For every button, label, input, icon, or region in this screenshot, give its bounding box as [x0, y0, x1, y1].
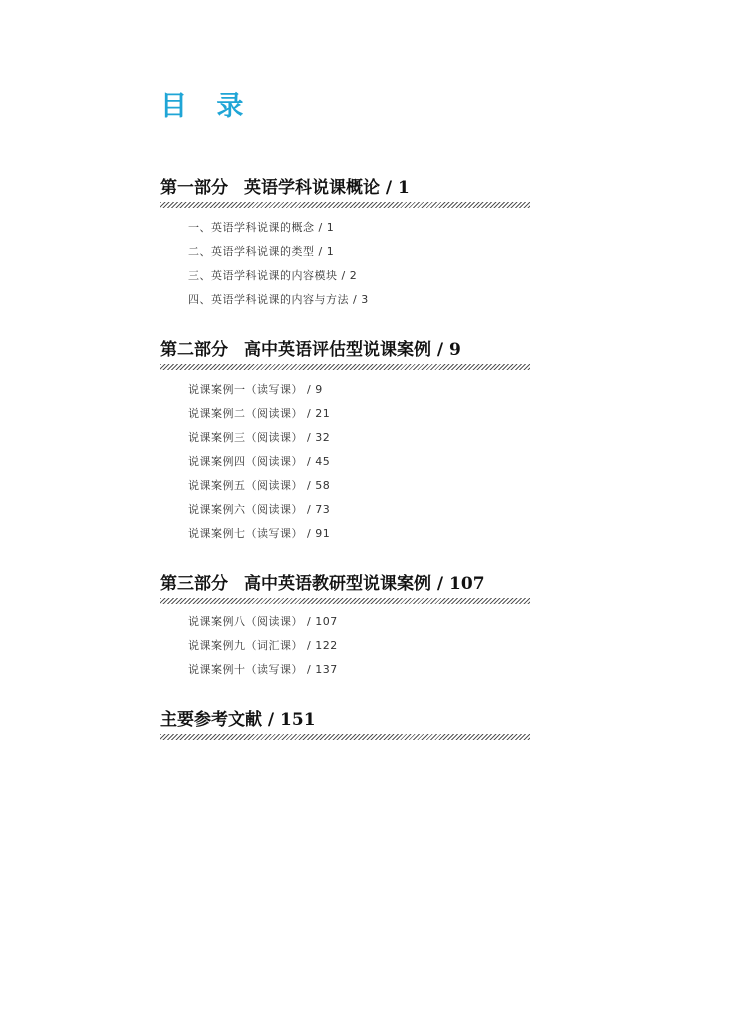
- toc-entry[interactable]: 说课案例一（读写课） / 9: [188, 383, 323, 396]
- toc-entry[interactable]: 说课案例二（阅读课） / 21: [188, 407, 331, 420]
- section-title: 高中英语教研型说课案例 / 107: [244, 574, 485, 594]
- hatched-divider: [160, 734, 530, 740]
- toc-entry[interactable]: 二、英语学科说课的类型 / 1: [188, 245, 335, 258]
- toc-entry[interactable]: 四、英语学科说课的内容与方法 / 3: [188, 293, 369, 306]
- section-heading[interactable]: [160, 176, 530, 200]
- hatched-divider: [160, 598, 530, 604]
- section-part-label: 第一部分: [160, 178, 228, 198]
- section-part-2: [160, 338, 530, 546]
- toc-entry[interactable]: 说课案例三（阅读课） / 32: [188, 431, 331, 444]
- section-part-3: [160, 572, 530, 682]
- toc-entry[interactable]: 一、英语学科说课的概念 / 1: [188, 221, 335, 234]
- toc-title: 目 录: [160, 91, 254, 122]
- entry-list: [160, 610, 530, 682]
- toc-entry[interactable]: 说课案例十（读写课） / 137: [188, 663, 338, 676]
- entry-list: [160, 216, 530, 312]
- section-heading[interactable]: [160, 572, 530, 596]
- hatched-divider: [160, 202, 530, 208]
- section-title: 主要参考文献 / 151: [160, 710, 316, 730]
- section-title: 英语学科说课概论 / 1: [244, 178, 410, 198]
- section-part-label: 第三部分: [160, 574, 228, 594]
- toc-entry[interactable]: 说课案例七（读写课） / 91: [188, 527, 331, 540]
- toc-entry[interactable]: 说课案例九（词汇课） / 122: [188, 639, 338, 652]
- entry-list: [160, 378, 530, 546]
- section-heading[interactable]: [160, 708, 530, 732]
- toc-entry[interactable]: 说课案例八（阅读课） / 107: [188, 615, 338, 628]
- section-heading[interactable]: [160, 338, 530, 362]
- toc-entry[interactable]: 说课案例五（阅读课） / 58: [188, 479, 331, 492]
- toc-entry[interactable]: 说课案例四（阅读课） / 45: [188, 455, 331, 468]
- toc-entry[interactable]: 说课案例六（阅读课） / 73: [188, 503, 331, 516]
- section-references: [160, 708, 530, 740]
- section-part-label: 第二部分: [160, 340, 228, 360]
- section-part-1: [160, 176, 530, 312]
- toc-entry[interactable]: 三、英语学科说课的内容模块 / 2: [188, 269, 358, 282]
- section-title: 高中英语评估型说课案例 / 9: [244, 340, 461, 360]
- hatched-divider: [160, 364, 530, 370]
